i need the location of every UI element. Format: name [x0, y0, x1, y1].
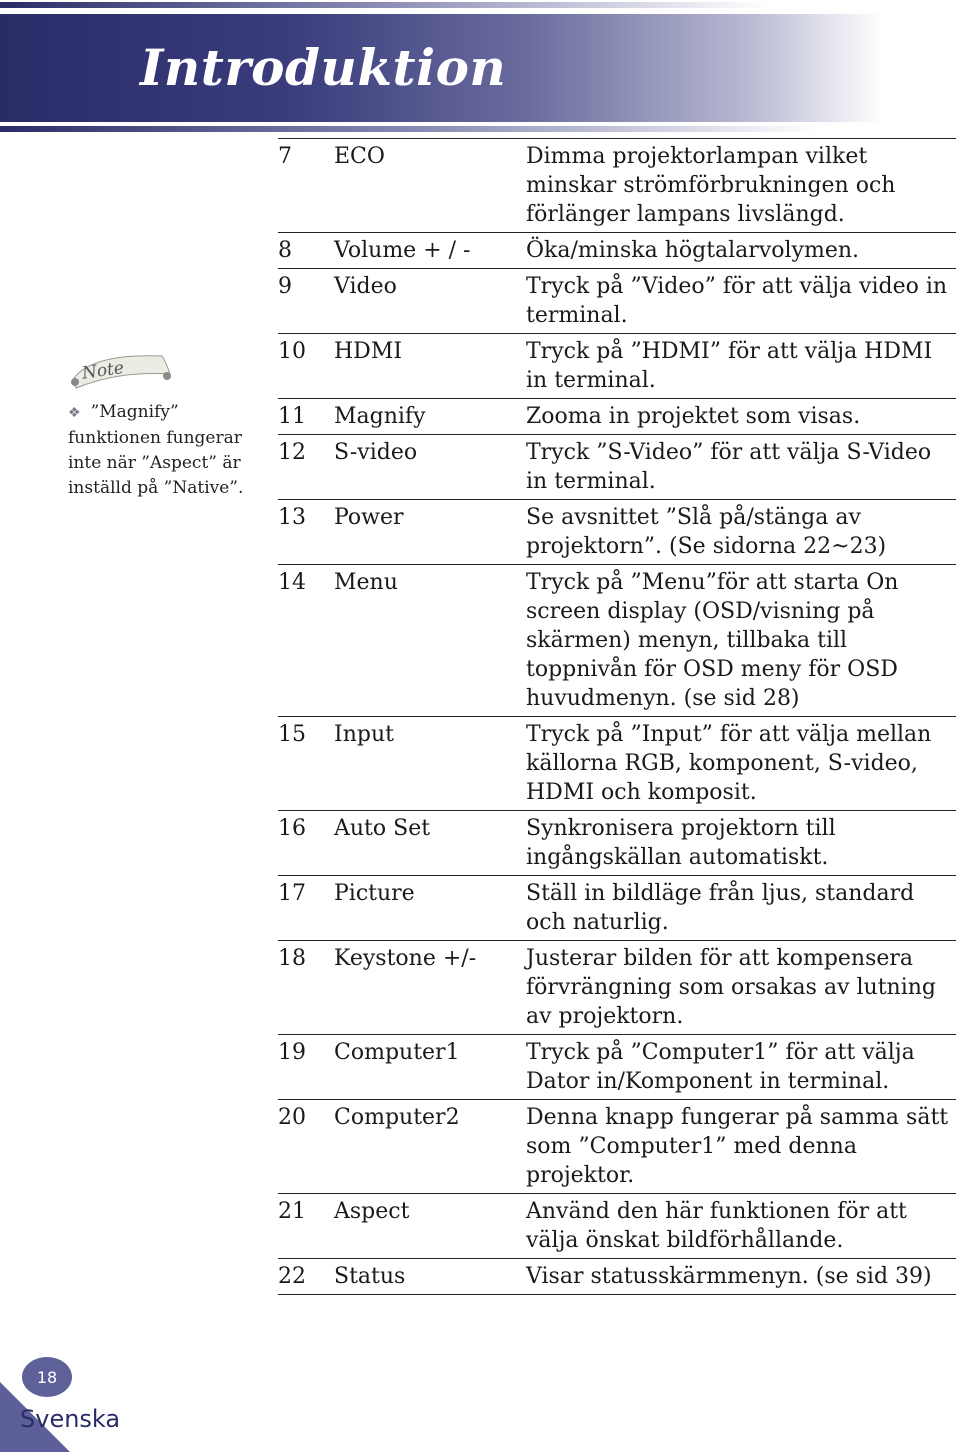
table-row	[278, 334, 956, 399]
table-row	[278, 139, 956, 233]
table-row	[278, 435, 956, 500]
row-number: 7	[278, 144, 292, 169]
row-description: Tryck på ”Computer1” för att välja Dator in/Komponent in terminal.	[526, 1040, 915, 1094]
table-row	[278, 876, 956, 941]
row-number: 19	[278, 1040, 306, 1065]
row-function-name: Status	[334, 1264, 406, 1289]
row-description: Öka/minska högtalarvolymen.	[526, 238, 859, 263]
note-banner-icon	[66, 348, 176, 394]
row-number: 22	[278, 1264, 306, 1289]
row-description: Använd den här funktionen för att välja önskat bildförhållande.	[526, 1199, 907, 1253]
row-description: Tryck på ”Video” för att välja video in terminal.	[526, 274, 948, 328]
row-description: Ställ in bildläge från ljus, standard och naturlig.	[526, 881, 915, 935]
row-number: 21	[278, 1199, 306, 1224]
note-text: ”Magnify” funktionen fungerar inte när ”Aspect” är inställd på ”Native”.	[68, 402, 244, 498]
table-row	[278, 811, 956, 876]
table-row	[278, 399, 956, 435]
row-description: Tryck på ”HDMI” för att välja HDMI in terminal.	[526, 339, 933, 393]
row-number: 15	[278, 722, 306, 747]
remote-function-table	[278, 138, 956, 1295]
row-function-name: S-video	[334, 440, 418, 465]
row-function-name: Auto Set	[334, 816, 431, 841]
table-row	[278, 717, 956, 811]
table-row	[278, 1100, 956, 1194]
row-function-name: Keystone +/-	[334, 946, 477, 971]
row-number: 17	[278, 881, 306, 906]
row-number: 14	[278, 570, 306, 595]
table-row	[278, 941, 956, 1035]
row-function-name: Power	[334, 505, 404, 530]
row-function-name: Computer1	[334, 1040, 460, 1065]
row-function-name: HDMI	[334, 339, 403, 364]
row-number: 12	[278, 440, 306, 465]
row-function-name: Aspect	[334, 1199, 410, 1224]
page-number-badge	[22, 1357, 72, 1397]
row-number: 9	[278, 274, 292, 299]
row-number: 18	[278, 946, 306, 971]
row-description: Tryck ”S-Video” för att välja S-Video in terminal.	[526, 440, 932, 494]
row-description: Justerar bilden för att kompensera förvrängning som orsakas av lutning av projektorn.	[526, 946, 936, 1029]
table-row	[278, 1194, 956, 1259]
page-number: 18	[36, 1367, 58, 1387]
row-number: 11	[278, 404, 306, 429]
row-description: Dimma projektorlampan vilket minskar strömförbrukningen och förlänger lampans livslängd.	[526, 144, 896, 227]
table-row	[278, 500, 956, 565]
page-title: Introduktion	[140, 38, 507, 97]
table-row	[278, 269, 956, 334]
row-function-name: Input	[334, 722, 394, 747]
header-bottom-line	[0, 126, 960, 132]
row-description: Visar statusskärmmenyn. (se sid 39)	[526, 1264, 932, 1289]
row-function-name: Picture	[334, 881, 415, 906]
row-number: 8	[278, 238, 292, 263]
row-description: Tryck på ”Input” för att välja mellan källorna RGB, komponent, S-video, HDMI och komposit.	[526, 722, 932, 805]
table-row	[278, 1259, 956, 1295]
language-label: Svenska	[20, 1405, 121, 1433]
row-function-name: Magnify	[334, 404, 426, 429]
row-number: 13	[278, 505, 306, 530]
row-function-name: Volume + / -	[334, 238, 471, 263]
row-function-name: Menu	[334, 570, 398, 595]
header-top-line	[0, 2, 960, 8]
table-row	[278, 1035, 956, 1100]
row-number: 16	[278, 816, 306, 841]
row-description: Synkronisera projektorn till ingångskällan automatiskt.	[526, 816, 836, 870]
row-number: 20	[278, 1105, 306, 1130]
row-description: Denna knapp fungerar på samma sätt som ”Computer1” med denna projektor.	[526, 1105, 949, 1188]
row-number: 10	[278, 339, 306, 364]
row-description: Tryck på ”Menu”för att starta On screen display (OSD/visning på skärmen) menyn, tillbaka till toppnivån för OSD meny för OSD huvudmenyn. (se sid 28)	[526, 570, 899, 711]
note-text-block	[68, 400, 254, 501]
row-function-name: Video	[334, 274, 397, 299]
note-banner-label: Note	[80, 357, 126, 384]
table-row	[278, 565, 956, 717]
row-function-name: ECO	[334, 144, 385, 169]
row-description: Se avsnittet ”Slå på/stänga av projektorn”. (Se sidorna 22~23)	[526, 505, 887, 559]
table-row	[278, 233, 956, 269]
row-description: Zooma in projektet som visas.	[526, 404, 861, 429]
diamond-bullet-icon: ❖	[68, 405, 81, 421]
row-function-name: Computer2	[334, 1105, 460, 1130]
